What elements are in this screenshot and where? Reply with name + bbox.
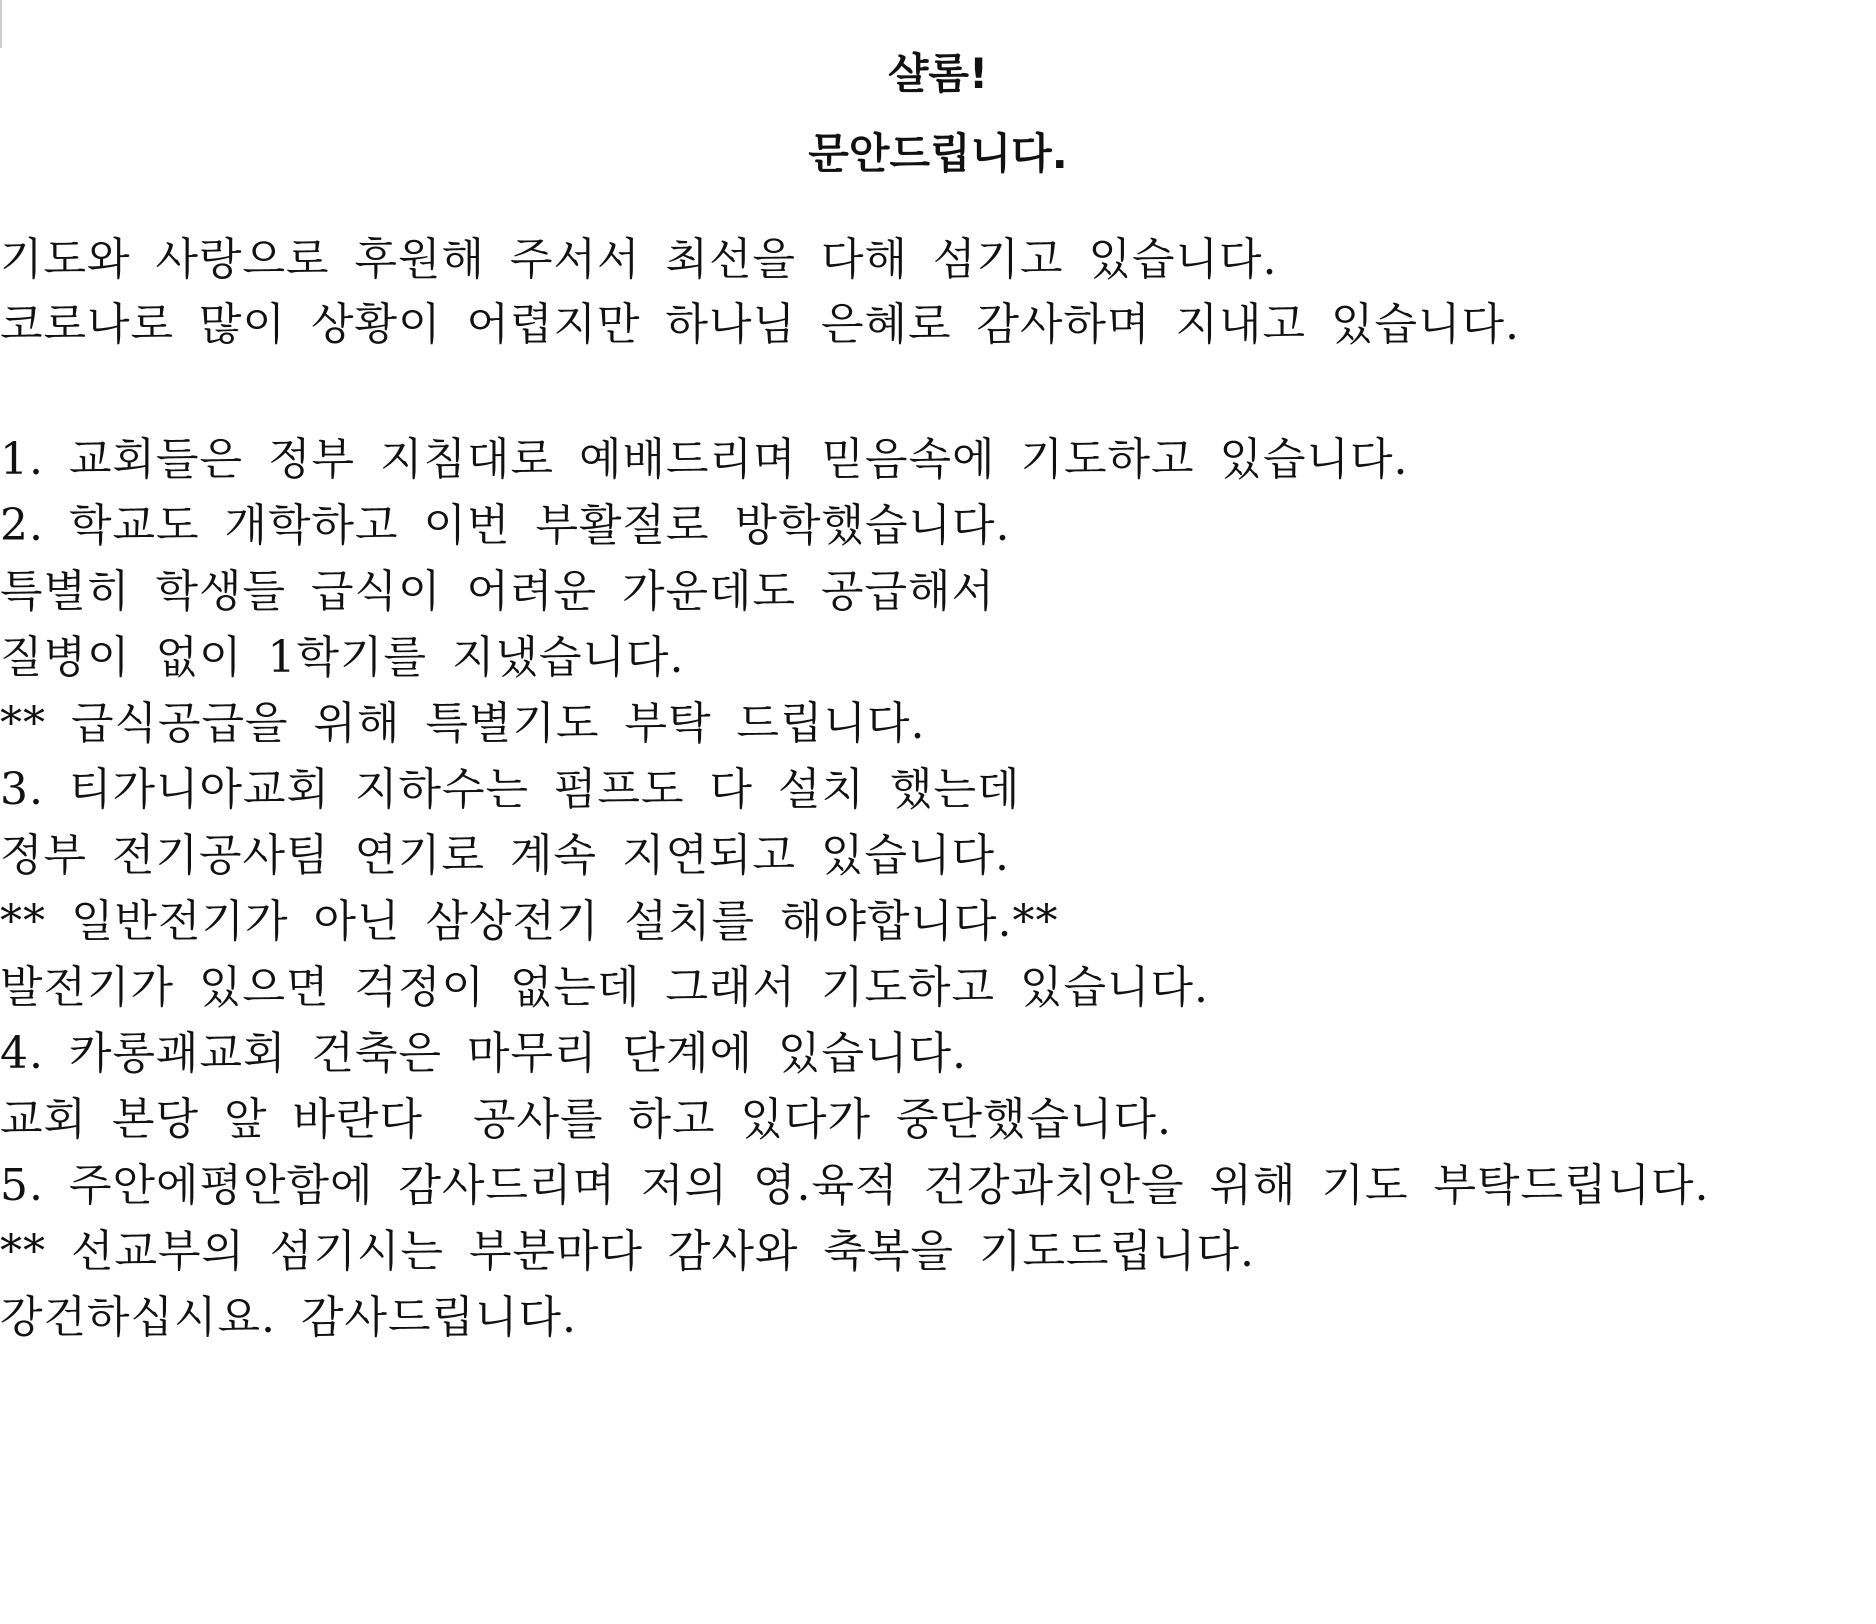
item-line: 강건하십시요. 감사드립니다. bbox=[0, 1292, 578, 1343]
item-line: 특별히 학생들 급식이 어려운 가운데도 공급해서 bbox=[0, 566, 996, 617]
item-line: 발전기가 있으면 걱정이 없는데 그래서 기도하고 있습니다. bbox=[0, 962, 1209, 1013]
greeting-heading: 샬롬! bbox=[887, 49, 989, 98]
text-cursor bbox=[0, 0, 2, 48]
item-line: ** 선교부의 섬기시는 부분마다 감사와 축복을 기도드립니다. bbox=[0, 1226, 1255, 1277]
salutation-heading: 문안드립니다. bbox=[808, 129, 1068, 178]
item-line: ** 급식공급을 위해 특별기도 부탁 드립니다. bbox=[0, 698, 926, 749]
item-line: 5. 주안에평안함에 감사드리며 저의 영.육적 건강과치안을 위해 기도 부탁드립니다. bbox=[0, 1160, 1710, 1211]
intro-line: 기도와 사랑으로 후원해 주서서 최선을 다해 섬기고 있습니다. bbox=[0, 234, 1278, 285]
item-line: 질병이 없이 1학기를 지냈습니다. bbox=[0, 632, 685, 683]
item-line: 1. 교회들은 정부 지침대로 예배드리며 믿음속에 기도하고 있습니다. bbox=[0, 434, 1409, 485]
item-line: 4. 카롱괘교회 건축은 마무리 단계에 있습니다. bbox=[0, 1028, 967, 1079]
item-line: 교회 본당 앞 바란다 공사를 하고 있다가 중단했습니다. bbox=[0, 1094, 1172, 1145]
item-line: 정부 전기공사팀 연기로 계속 지연되고 있습니다. bbox=[0, 830, 1010, 881]
item-line: 2. 학교도 개학하고 이번 부활절로 방학했습니다. bbox=[0, 500, 1011, 551]
intro-line: 코로나로 많이 상황이 어렵지만 하나님 은혜로 감사하며 지내고 있습니다. bbox=[0, 299, 1520, 350]
item-line: 3. 티가니아교회 지하수는 펌프도 다 설치 했는데 bbox=[0, 764, 1021, 815]
item-line: ** 일반전기가 아닌 삼상전기 설치를 해야합니다.** bbox=[0, 896, 1059, 947]
